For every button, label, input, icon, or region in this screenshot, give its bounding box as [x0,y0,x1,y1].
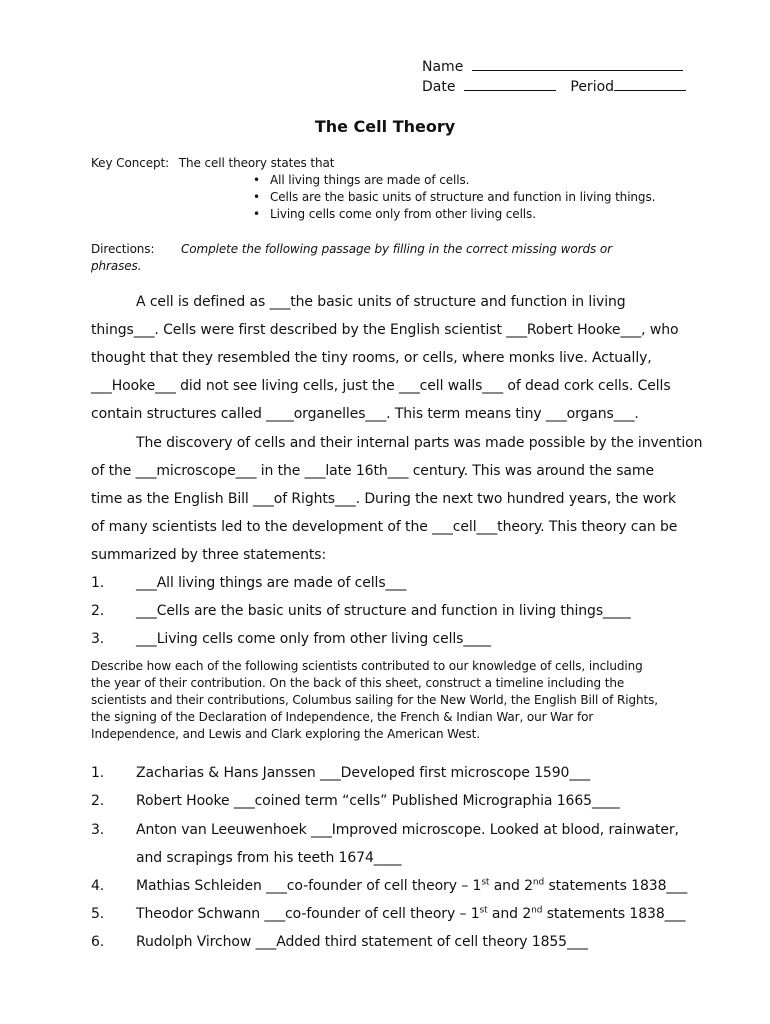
statement-number: 1. [91,575,105,591]
entry-text: and 2 [489,878,533,894]
period-label: Period [570,79,615,95]
passage-line: The discovery of cells and their internal parts was made possible by the invention [136,435,703,451]
key-concept-bullets [270,172,655,223]
describe-line: Describe how each of the following scientists contributed to our knowledge of cells, including [91,659,643,673]
scientist-number: 2. [91,793,105,809]
directions-label: Directions: [91,242,155,256]
passage-line: thought that they resembled the tiny rooms, or cells, where monks live. Actually, [91,350,652,366]
scientist-entry [136,906,685,922]
date-period-field [422,76,686,95]
bullet-item: • Living cells come only from other living cells. [270,206,655,223]
scientist-number: 4. [91,878,105,894]
passage-line: contain structures called ____organelles___. This term means tiny ___organs___. [91,406,639,422]
scientist-entry: Robert Hooke ___coined term “cells” Published Micrographia 1665____ [136,793,620,809]
scientist-number: 1. [91,765,105,781]
scientist-entry: Anton van Leeuwenhoek ___Improved microscope. Looked at blood, rainwater, [136,822,679,838]
scientist-number: 5. [91,906,105,922]
passage-line: A cell is defined as ___the basic units of structure and function in living [136,294,626,310]
scientist-entry-cont: and scrapings from his teeth 1674____ [136,850,402,866]
passage-line: things___. Cells were first described by the English scientist ___Robert Hooke___, who [91,322,679,338]
scientist-entry: Rudolph Virchow ___Added third statement of cell theory 1855___ [136,934,588,950]
name-blank[interactable] [472,56,683,71]
key-concept-label: Key Concept: [91,156,170,170]
directions-text: Complete the following passage by filling in the correct missing words or [181,242,612,256]
statement-text: ___All living things are made of cells___ [136,575,407,591]
statement-number: 3. [91,631,105,647]
passage-line: summarized by three statements: [91,547,327,563]
entry-text: Mathias Schleiden ___co-founder of cell theory – 1 [136,878,482,894]
describe-line: Independence, and Lewis and Clark exploring the American West. [91,727,480,741]
directions-text-cont: phrases. [91,259,142,273]
bullet-item: • All living things are made of cells. [270,172,655,189]
describe-line: the year of their contribution. On the back of this sheet, construct a timeline including the [91,676,625,690]
statement-text: ___Cells are the basic units of structure and function in living things____ [136,603,631,619]
describe-line: scientists and their contributions, Columbus sailing for the New World, the English Bill of Rights, [91,693,658,707]
passage-line: of the ___microscope___ in the ___late 16th___ century. This was around the same [91,463,654,479]
page-title: The Cell Theory [314,117,456,136]
passage-line: time as the English Bill ___of Rights___. During the next two hundred years, the work [91,491,677,507]
bullet-item: • Cells are the basic units of structure and function in living things. [270,189,655,206]
scientist-number: 3. [91,822,105,838]
passage-line: of many scientists led to the development of the ___cell___theory. This theory can be [91,519,678,535]
superscript: nd [531,905,543,916]
scientist-entry [136,878,687,894]
period-blank[interactable] [614,76,686,91]
passage-line: ___Hooke___ did not see living cells, just the ___cell walls___ of dead cork cells. Cells [91,378,671,394]
scientist-number: 6. [91,934,105,950]
date-label: Date [422,79,456,95]
superscript: st [479,905,488,916]
describe-line: the signing of the Declaration of Independence, the French & Indian War, our War for [91,710,594,724]
superscript: nd [532,877,545,888]
scientist-entry: Zacharias & Hans Janssen ___Developed first microscope 1590___ [136,765,591,781]
date-blank[interactable] [464,76,556,91]
describe-paragraph [91,658,691,743]
statement-number: 2. [91,603,105,619]
entry-text: and 2 [487,906,532,922]
statement-text: ___Living cells come only from other living cells____ [136,631,491,647]
key-concept [91,155,334,172]
key-concept-intro: The cell theory states that [178,156,335,170]
superscript: st [481,877,490,888]
name-label: Name [422,59,464,75]
entry-text: Theodor Schwann ___co-founder of cell theory – 1 [136,906,480,922]
name-field [422,56,683,75]
entry-text: statements 1838___ [544,878,688,894]
entry-text: statements 1838___ [542,906,686,922]
